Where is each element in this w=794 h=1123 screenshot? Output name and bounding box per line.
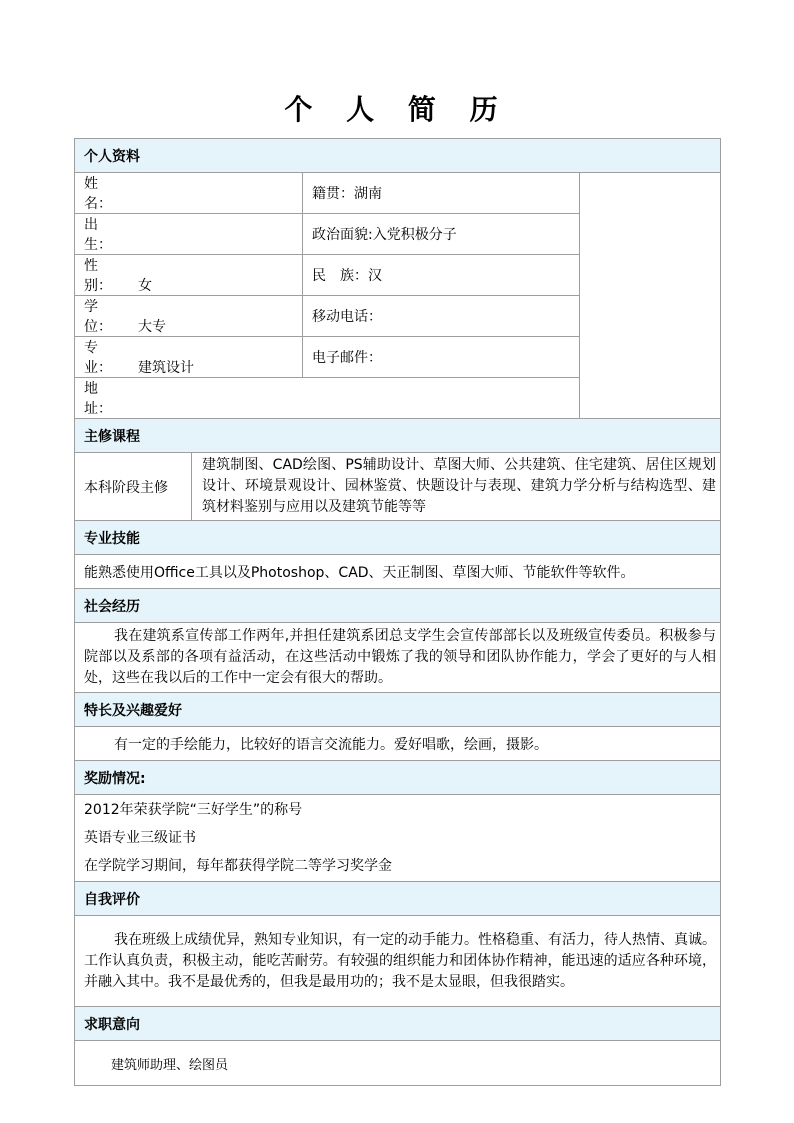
hometown-cell (303, 173, 580, 214)
birth-cell (75, 214, 303, 255)
email-label: 电子邮件： (312, 350, 382, 366)
skills-row (75, 555, 721, 589)
social-row (75, 623, 721, 693)
degree-cell (75, 296, 303, 337)
ethnicity-value: 汉 (368, 268, 382, 284)
objective-content: 建筑师助理、绘图员 (75, 1041, 721, 1086)
gender-label: 性 别： (84, 258, 112, 294)
hometown-label: 籍贯： (312, 186, 354, 202)
award-item: 在学院学习期间，每年都获得学院二等学习奖学金 (84, 858, 392, 874)
section-hobbies (75, 693, 721, 727)
name-cell (75, 173, 303, 214)
phone-label: 移动电话： (312, 309, 382, 325)
section-skills (75, 521, 721, 555)
major-value: 建筑设计 (138, 360, 194, 376)
hobbies-row (75, 727, 721, 761)
courses-content: 建筑制图、CAD绘图、PS辅助设计、草图大师、公共建筑、住宅建筑、居住区规划设计、环境景观设计、园林鉴赏、快题设计与表现、建筑力学分析与结构选型、建筑材料鉴别与应用以及建筑节能等等 (192, 453, 721, 521)
address-label: 地 址： (84, 381, 112, 417)
info-row (75, 173, 721, 214)
self-eval-content: 我在班级上成绩优异，熟知专业知识，有一定的动手能力。性格稳重、有活力，待人热情、真诚。工作认真负责，积极主动，能吃苦耐劳。有较强的组织能力和团体协作精神，能迅速的适应各种环境，并融入其中。我不是最优秀的，但我是最用功的；我不是太显眼，但我很踏实。 (75, 916, 721, 1007)
photo-cell (580, 173, 721, 419)
degree-label: 学 位： (84, 299, 112, 335)
section-heading-awards: 奖励情况: (75, 761, 721, 795)
gender-value: 女 (138, 278, 152, 294)
section-heading-personal: 个人资料 (75, 139, 721, 173)
section-heading-social: 社会经历 (75, 589, 721, 623)
objective-row (75, 1041, 721, 1086)
section-courses (75, 419, 721, 453)
section-social (75, 589, 721, 623)
section-heading-objective: 求职意向 (75, 1007, 721, 1041)
self-eval-row (75, 916, 721, 1007)
awards-list (75, 795, 721, 882)
name-label: 姓 名： (84, 176, 112, 212)
ethnicity-cell (303, 255, 580, 296)
hometown-value: 湖南 (354, 186, 382, 202)
section-awards (75, 761, 721, 795)
page-title: 个 人 简 历 (284, 93, 510, 126)
phone-cell (303, 296, 580, 337)
degree-value: 大专 (138, 319, 166, 335)
section-heading-hobbies: 特长及兴趣爱好 (75, 693, 721, 727)
award-item: 英语专业三级证书 (84, 830, 196, 846)
birth-label: 出 生： (84, 217, 112, 253)
skills-content: 能熟悉使用Office工具以及Photoshop、CAD、天正制图、草图大师、节能软件等软件。 (75, 555, 721, 589)
political-value: 入党积极分子 (372, 227, 457, 243)
social-content: 我在建筑系宣传部工作两年,并担任建筑系团总支学生会宣传部部长以及班级宣传委员。积极参与院部以及系部的各项有益活动，在这些活动中锻炼了我的领导和团队协作能力，学会了更好的与人相处，这些在我以后的工作中一定会有很大的帮助。 (75, 623, 721, 693)
section-self-eval (75, 882, 721, 916)
major-label: 专 业： (84, 340, 112, 376)
address-cell (75, 378, 580, 419)
ethnicity-label: 民 族： (312, 268, 368, 284)
courses-row (75, 453, 721, 521)
gender-cell (75, 255, 303, 296)
political-label: 政治面貌: (312, 227, 373, 243)
awards-row (75, 795, 721, 882)
resume-table (74, 138, 721, 1086)
hobbies-content: 有一定的手绘能力，比较好的语言交流能力。爱好唱歌，绘画，摄影。 (75, 727, 721, 761)
section-heading-self-eval: 自我评价 (75, 882, 721, 916)
section-heading-skills: 专业技能 (75, 521, 721, 555)
courses-stage-label: 本科阶段主修 (75, 453, 192, 521)
section-personal (75, 139, 721, 173)
award-item: 2012年荣获学院“三好学生”的称号 (84, 802, 303, 818)
political-cell (303, 214, 580, 255)
section-heading-courses: 主修课程 (75, 419, 721, 453)
section-objective (75, 1007, 721, 1041)
email-cell (303, 337, 580, 378)
major-cell (75, 337, 303, 378)
